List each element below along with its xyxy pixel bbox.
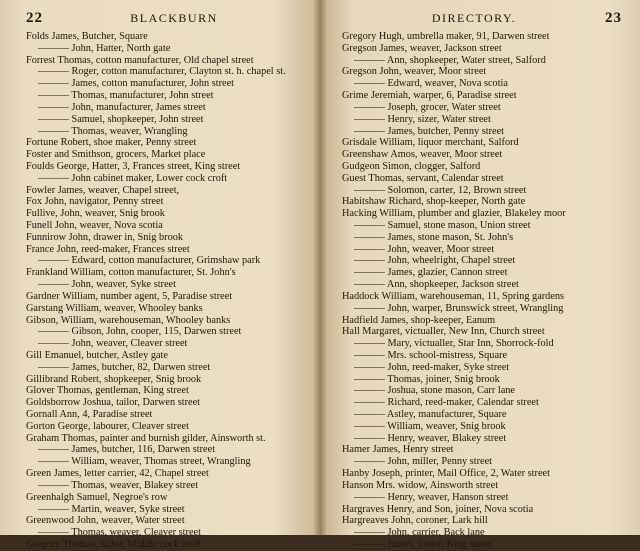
directory-entry: Habitshaw Richard, shop-keeper, North gate <box>342 196 526 208</box>
directory-entry: ——— James, cotton manufacturer, John street <box>38 78 235 90</box>
directory-entry: Gorton George, labourer, Cleaver street <box>26 420 189 432</box>
directory-entries <box>26 31 306 551</box>
directory-entry: ——— John, weaver, Moor street <box>354 243 495 255</box>
running-title: BLACKBURN <box>130 11 218 25</box>
directory-entry: ——— John, manufacturer, James street <box>38 101 206 113</box>
directory-entry: Foster and Smithson, grocers, Market place <box>26 149 206 161</box>
directory-entry: ——— Thomas, manufacturer, John street <box>38 90 214 102</box>
directory-entry: Hacking William, plumber and glazier, Blakeley moor <box>342 208 566 220</box>
directory-entry: Folds James, Butcher, Square <box>26 31 148 42</box>
directory-entry: ——— Henry, weaver, Hanson street <box>354 491 509 503</box>
page-number: 23 <box>605 10 622 26</box>
directory-entry: ——— Ann, shopkeeper, Jackson street <box>354 279 519 291</box>
directory-entry: Guest Thomas, servant, Calendar street <box>342 172 504 184</box>
directory-entry: ——— Edward, cotton manufacturer, Grimshaw park <box>38 255 261 267</box>
directory-entry: ——— Samuel, shopkeeper, John street <box>38 113 204 125</box>
directory-entry: ——— Thomas, weaver, Cleaver street <box>38 527 201 539</box>
directory-entry: ——— James, butcher, Penny street <box>354 125 505 137</box>
directory-entry: Foulds George, Hatter, 3, Frances street, King street <box>26 160 241 172</box>
directory-entry: ——— James, joiner, King street <box>354 538 492 550</box>
directory-entry: ——— John, weaver, Cleaver street <box>38 338 188 350</box>
right-page-header <box>342 10 622 30</box>
directory-entry: Gornall Ann, 4, Paradise street <box>26 409 153 420</box>
directory-entry: Graham Thomas, painter and burnish gilder, Ainsworth st. <box>26 432 266 444</box>
directory-entry: Hamer James, Henry street <box>342 444 454 456</box>
directory-entry: Glover Thomas, gentleman, King street <box>26 385 189 397</box>
directory-entry: Gregory Thomas, tailor, Middle cock croft <box>26 538 202 550</box>
directory-entry: ——— Thomas, weaver, Wrangling <box>38 125 188 137</box>
directory-entry: ——— William, weaver, Thomas street, Wrangling <box>38 456 251 468</box>
directory-entry: Frankland William, cotton manufacturer, St. John's <box>26 267 236 279</box>
directory-entry: Forrest Thomas, cotton manufacturer, Old chapel street <box>26 54 254 66</box>
directory-entry: Gudgeon Simon, clogger, Salford <box>342 160 481 172</box>
directory-entry: ——— James, stone mason, St. John's <box>354 231 514 243</box>
directory-entry: Gregson James, weaver, Jackson street <box>342 42 502 54</box>
directory-entry: ——— John, Hatter, North gate <box>38 42 171 54</box>
directory-entry: ——— Samuel, stone mason, Union street <box>354 220 531 231</box>
directory-entry: ——— William, weaver, Snig brook <box>354 420 506 432</box>
directory-entry: ——— Edward, weaver, Nova scotia <box>354 78 508 90</box>
directory-entry: ——— John, wheelright, Chapel street <box>354 255 516 267</box>
directory-entry: ——— Henry, weaver, Blakey street <box>354 432 507 444</box>
directory-entry: ——— James, butcher, 82, Darwen street <box>38 361 211 373</box>
page-number: 22 <box>26 10 43 26</box>
book-gutter <box>313 0 327 535</box>
left-page-header <box>26 10 306 30</box>
directory-entry: ——— Roger, cotton manufacturer, Clayton st. h. chapel st. <box>38 66 286 78</box>
directory-entry: Hargraves Henry, and Son, joiner, Nova scotia <box>342 503 534 515</box>
directory-entry: ——— Solomon, carter, 12, Brown street <box>354 184 527 196</box>
directory-entry: Hanson Mrs. widow, Ainsworth street <box>342 479 499 491</box>
directory-entry: ——— John, reed-maker, Syke street <box>354 361 510 373</box>
right-page <box>320 0 640 550</box>
directory-entry: ——— Thomas, weaver, Blakey street <box>38 479 199 491</box>
directory-entry: ——— Henry, sizer, Water street <box>354 113 491 125</box>
directory-entry: ——— James, butcher, 116, Darwen street <box>38 444 216 456</box>
directory-entry: Fullive, John, weaver, Snig brook <box>26 208 165 220</box>
directory-entry: France John, reed-maker, Frances street <box>26 243 190 255</box>
directory-entry: ——— Gibson, John, cooper, 115, Darwen street <box>38 326 242 338</box>
directory-entry: Greenhalgh Samuel, Negroe's row <box>26 491 168 503</box>
directory-entry: Fowler James, weaver, Chapel street, <box>26 184 180 196</box>
directory-entry: Gregory Hugh, umbrella maker, 91, Darwen street <box>342 31 550 42</box>
directory-entry: Greenwood John, weaver, Water street <box>26 515 185 527</box>
directory-entry: ——— John, warper, Brunswick street, Wrangling <box>354 302 564 314</box>
left-page <box>0 0 320 550</box>
directory-entry: Hall Margaret, victualler, New Inn, Church street <box>342 326 545 338</box>
directory-entry: Grisdale William, liquor merchant, Salford <box>342 137 519 149</box>
directory-entry: ——— John, weaver, Syke street <box>38 279 176 291</box>
directory-entry: Hadfield James, shop-keeper, Eanum <box>342 314 496 326</box>
directory-entry: Gregson John, weaver, Moor street <box>342 66 487 78</box>
directory-entry: ——— John cabinet maker, Lower cock croft <box>38 172 228 184</box>
directory-entry: Gardner William, number agent, 5, Paradise street <box>26 290 233 302</box>
directory-entry: ——— John, carrier, Back lane <box>354 527 485 539</box>
directory-entry: Hargreaves John, coroner, Lark hill <box>342 515 488 527</box>
directory-entry: Grime Jeremiah, warper, 6, Paradise street <box>342 90 517 102</box>
directory-entry: Greenshaw Amos, weaver, Moor street <box>342 149 503 161</box>
directory-entry: Goldsborrow Joshua, tailor, Darwen street <box>26 397 201 409</box>
directory-entry: Gill Emanuel, butcher, Astley gate <box>26 349 168 361</box>
directory-entry: ——— Mary, victualler, Star Inn, Shorrock-fold <box>354 338 554 350</box>
directory-entry: ——— Joshua, stone mason, Carr lane <box>354 385 516 397</box>
directory-entry: ——— Richard, reed-maker, Calendar street <box>354 397 539 409</box>
running-title: DIRECTORY. <box>431 11 517 25</box>
directory-entry: Funnirow John, drawer in, Snig brook <box>26 231 184 243</box>
directory-entry: Haddock William, warehouseman, 11, Spring gardens <box>342 290 565 302</box>
directory-entry: ——— Mrs. school-mistress, Square <box>354 349 508 361</box>
directory-entry: ——— Joseph, grocer, Water street <box>354 101 501 113</box>
directory-entry: ——— John, miller, Penny street <box>354 456 493 468</box>
directory-entry: Hanby Joseph, printer, Mail Office, 2, Water street <box>342 468 550 480</box>
directory-entry: ——— Ann, shopkeeper, Water street, Salford <box>354 54 546 66</box>
directory-entry: Funell John, weaver, Nova scotia <box>26 220 163 231</box>
directory-entry: ——— Astley, manufacturer, Square <box>354 409 507 420</box>
directory-entry: ——— Martin, weaver, Syke street <box>38 503 185 515</box>
directory-entries <box>342 31 622 551</box>
directory-entry: ——— James, glazier, Cannon street <box>354 267 508 279</box>
directory-entry: Gibson, William, warehouseman, Whooley banks <box>26 314 231 326</box>
directory-entry: Fortune Robert, shoe maker, Penny street <box>26 137 197 149</box>
directory-entry: Fox John, navigator, Penny street <box>26 196 164 208</box>
directory-entry: Garstang William, weaver, Whooley banks <box>26 302 203 314</box>
directory-entry: Gillibrand Robert, shopkeeper, Snig brook <box>26 373 202 385</box>
directory-entry: ——— Thomas, joiner, Snig brook <box>354 373 500 385</box>
directory-entry: Green James, letter carrier, 42, Chapel street <box>26 468 209 480</box>
